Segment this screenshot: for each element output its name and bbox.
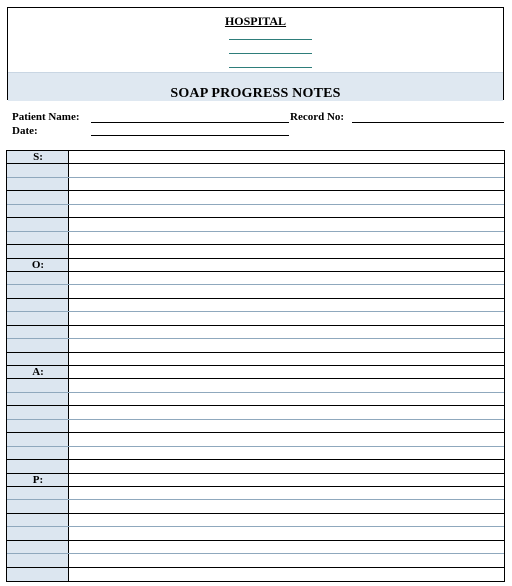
note-line-row[interactable] xyxy=(7,151,504,164)
note-line-row[interactable] xyxy=(7,299,504,312)
note-line-row[interactable] xyxy=(7,178,504,191)
address-line-1 xyxy=(229,39,312,40)
note-line-row[interactable] xyxy=(7,487,504,500)
note-line-row[interactable] xyxy=(7,191,504,204)
note-line-row[interactable] xyxy=(7,326,504,339)
patient-name-label: Patient Name: xyxy=(12,111,80,123)
note-line-row[interactable] xyxy=(7,554,504,567)
note-line-row[interactable] xyxy=(7,474,504,487)
hospital-title: HOSPITAL xyxy=(224,14,287,28)
section-label: A: xyxy=(32,366,44,378)
notes-grid xyxy=(6,150,505,582)
address-line-3 xyxy=(229,67,312,68)
note-line-row[interactable] xyxy=(7,272,504,285)
note-line-row[interactable] xyxy=(7,500,504,513)
note-line-row[interactable] xyxy=(7,232,504,245)
note-line-row[interactable] xyxy=(7,460,504,473)
note-line-row[interactable] xyxy=(7,420,504,433)
note-line-row[interactable] xyxy=(7,205,504,218)
note-line-row[interactable] xyxy=(7,339,504,352)
note-line-row[interactable] xyxy=(7,366,504,379)
note-line-row[interactable] xyxy=(7,164,504,177)
date-field[interactable] xyxy=(91,135,289,136)
note-line-row[interactable] xyxy=(7,541,504,554)
note-line-row[interactable] xyxy=(7,259,504,272)
note-line-row[interactable] xyxy=(7,393,504,406)
record-no-label: Record No: xyxy=(290,111,345,123)
note-line-row[interactable] xyxy=(7,514,504,527)
section-label: O: xyxy=(31,258,45,271)
note-line-row[interactable] xyxy=(7,353,504,366)
address-line-2 xyxy=(229,53,312,54)
date-label: Date: xyxy=(12,125,38,137)
section-label: S: xyxy=(33,151,43,163)
note-line-row[interactable] xyxy=(7,568,504,581)
record-no-field[interactable] xyxy=(352,122,504,123)
page-title: SOAP PROGRESS NOTES xyxy=(170,86,341,101)
section-label: P: xyxy=(32,473,44,486)
patient-name-field[interactable] xyxy=(91,122,289,123)
header-box xyxy=(7,7,504,100)
note-line-row[interactable] xyxy=(7,245,504,258)
note-line-row[interactable] xyxy=(7,379,504,392)
note-line-row[interactable] xyxy=(7,285,504,298)
note-line-row[interactable] xyxy=(7,447,504,460)
note-line-row[interactable] xyxy=(7,218,504,231)
note-line-row[interactable] xyxy=(7,527,504,540)
note-line-row[interactable] xyxy=(7,433,504,446)
note-line-row[interactable] xyxy=(7,312,504,325)
note-line-row[interactable] xyxy=(7,406,504,419)
